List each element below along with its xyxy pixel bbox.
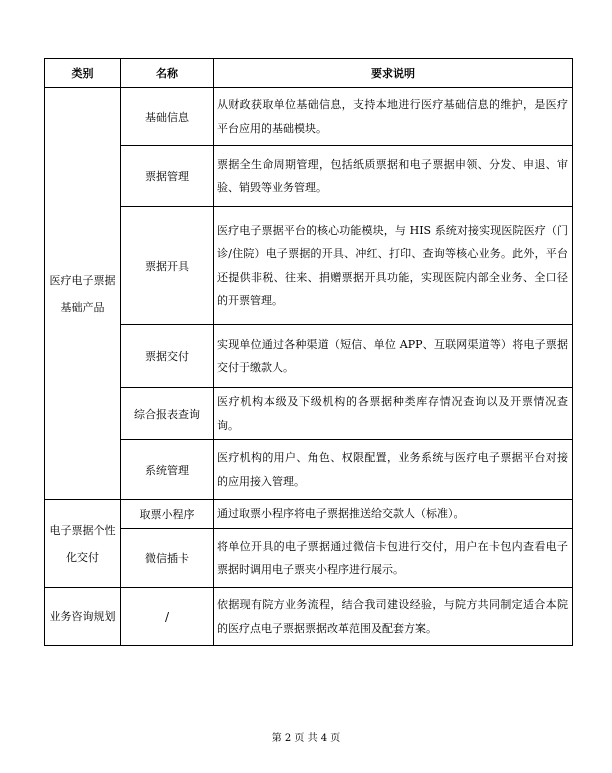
description-cell: 通过取票小程序将电子票据推送给交款人（标准）。: [214, 500, 573, 529]
requirements-table: [44, 58, 573, 646]
table-row: [45, 325, 573, 388]
header-name: 名称: [121, 59, 214, 88]
description-cell: 医疗电子票据平台的核心功能模块，与 HIS 系统对接实现医院医疗（门诊/住院）电子票据的开具、冲红、打印、查询等核心业务。此外，平台还提供非税、往来、捐赠票据开具功能，实现医院内部全业务、全口径的开票管理。: [214, 207, 573, 325]
name-cell: 微信插卡: [121, 529, 214, 588]
table-row: [45, 146, 573, 207]
name-cell: 取票小程序: [121, 500, 214, 529]
description-cell: 票据全生命周期管理，包括纸质票据和电子票据申领、分发、申退、审验、销毁等业务管理。: [214, 146, 573, 207]
table-row: [45, 207, 573, 325]
name-cell: /: [121, 588, 214, 646]
description-cell: 医疗机构本级及下级机构的各票据种类库存情况查询以及开票情况查询。: [214, 388, 573, 440]
description-cell: 医疗机构的用户、角色、权限配置，业务系统与医疗电子票据平台对接的应用接入管理。: [214, 440, 573, 500]
header-description: 要求说明: [214, 59, 573, 88]
category-cell: 电子票据个性化交付: [45, 500, 121, 588]
description-cell: 依据现有院方业务流程，结合我司建设经验，与院方共同制定适合本院的医疗点电子票据票据改革范围及配套方案。: [214, 588, 573, 646]
category-cell: 业务咨询规划: [45, 588, 121, 646]
table-row: [45, 88, 573, 146]
table-header-row: [45, 59, 573, 88]
description-cell: 从财政获取单位基础信息，支持本地进行医疗基础信息的维护，是医疗平台应用的基础模块。: [214, 88, 573, 146]
table-row: [45, 440, 573, 500]
name-cell: 基础信息: [121, 88, 214, 146]
table-row: [45, 588, 573, 646]
name-cell: 综合报表查询: [121, 388, 214, 440]
category-cell: 医疗电子票据基础产品: [45, 88, 121, 500]
header-category: 类别: [45, 59, 121, 88]
name-cell: 票据交付: [121, 325, 214, 388]
name-cell: 票据管理: [121, 146, 214, 207]
table-row: [45, 388, 573, 440]
description-cell: 实现单位通过各种渠道（短信、单位 APP、互联网渠道等）将电子票据交付于缴款人。: [214, 325, 573, 388]
table-row: [45, 529, 573, 588]
name-cell: 票据开具: [121, 207, 214, 325]
page-number: 第 2 页 共 4 页: [271, 733, 341, 744]
name-cell: 系统管理: [121, 440, 214, 500]
table-row: [45, 500, 573, 529]
description-cell: 将单位开具的电子票据通过微信卡包进行交付，用户在卡包内查看电子票据时调用电子票夹小程序进行展示。: [214, 529, 573, 588]
